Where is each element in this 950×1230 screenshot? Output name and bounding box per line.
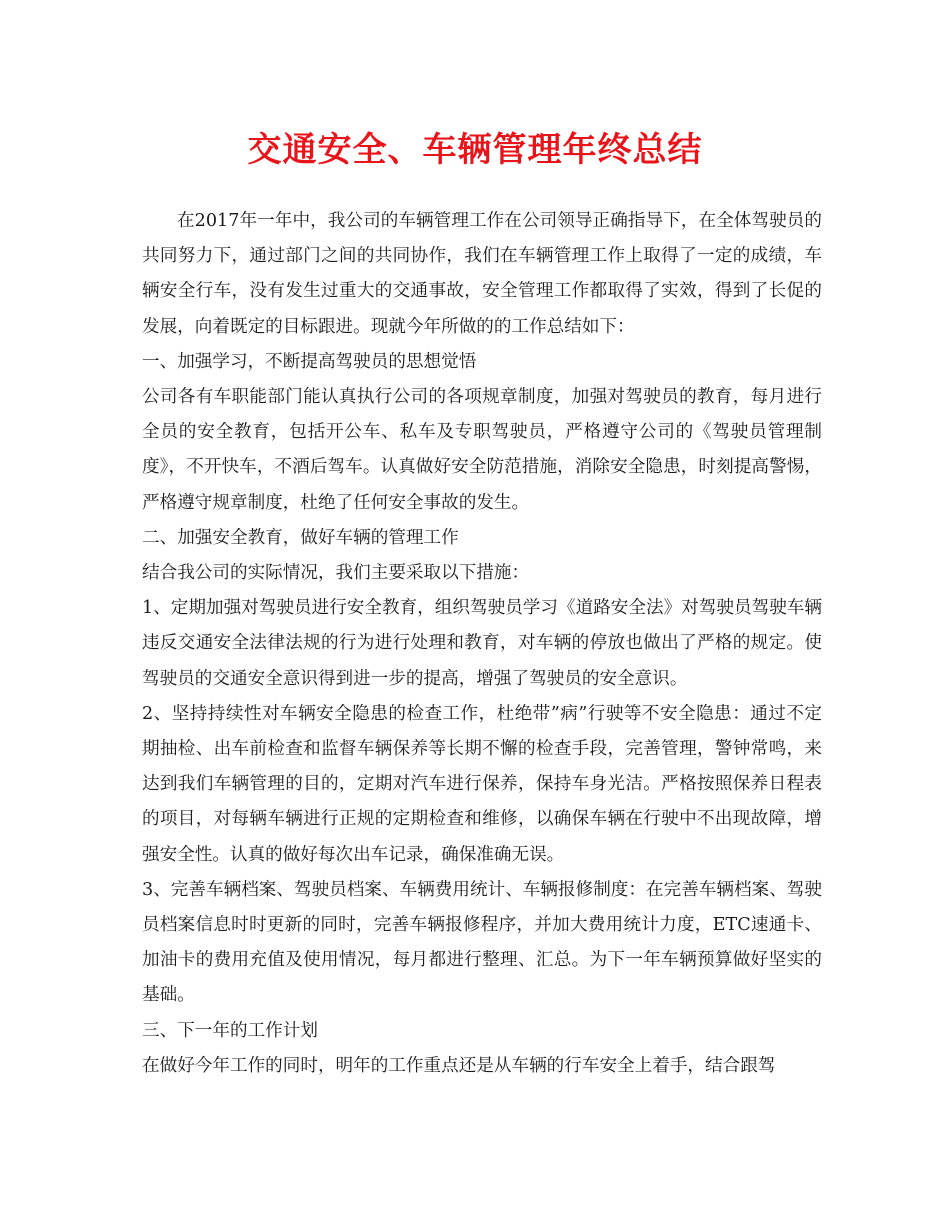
document-title: 交通安全、车辆管理年终总结 [247, 130, 703, 170]
measure-1-paragraph: 1、定期加强对驾驶员进行安全教育，组织驾驶员学习《道路安全法》对驾驶员驾驶车辆违反交通安全法律法规的行为进行处理和教育，对车辆的停放也做出了严格的规定。使驾驶员的交通安全意识得到进一步的提高，增强了驾驶员的安全意识。 [142, 598, 822, 689]
intro-paragraph: 在2017年一年中，我公司的车辆管理工作在公司领导正确指导下，在全体驾驶员的共同努力下，通过部门之间的共同协作，我们在车辆管理工作上取得了一定的成绩，车辆安全行车，没有发生过重大的交通事故，安全管理工作都取得了实效，得到了长促的发展，向着既定的目标跟进。现就今年所做的的工作总结如下： [142, 211, 822, 337]
section-2-intro-paragraph: 结合我公司的实际情况，我们主要采取以下措施： [142, 563, 530, 584]
section-heading-3: 三、下一年的工作计划 [142, 1020, 318, 1041]
section-3-paragraph: 在做好今年工作的同时，明年的工作重点还是从车辆的行车安全上着手，结合跟驾 [142, 1055, 776, 1076]
section-heading-2: 二、加强安全教育，做好车辆的管理工作 [142, 527, 459, 548]
section-heading-1: 一、加强学习，不断提高驾驶员的思想觉悟 [142, 351, 477, 372]
measure-2-paragraph: 2、坚持持续性对车辆安全隐患的检查工作，杜绝带”病”行驶等不安全隐患：通过不定期抽检、出车前检查和监督车辆保养等长期不懈的检查手段，完善管理，警钟常鸣，来达到我们车辆管理的目的，定期对汽车进行保养，保持车身光洁。严格按照保养日程表的项目，对每辆车辆进行正规的定期检查和维修，以确保车辆在行驶中不出现故障，增强安全性。认真的做好每次出车记录，确保准确无误。 [142, 703, 822, 865]
section-1-paragraph: 公司各有车职能部门能认真执行公司的各项规章制度，加强对驾驶员的教育，每月进行全员的安全教育，包括开公车、私车及专职驾驶员，严格遵守公司的《驾驶员管理制度》，不开快车，不酒后驾车。认真做好安全防范措施，消除安全隐患，时刻提高警惕，严格遵守规章制度，杜绝了任何安全事故的发生。 [142, 387, 822, 513]
document-body [142, 204, 822, 1084]
measure-3-paragraph: 3、完善车辆档案、驾驶员档案、车辆费用统计、车辆报修制度：在完善车辆档案、驾驶员档案信息时时更新的同时，完善车辆报修程序，并加大费用统计力度，ETC速通卡、加油卡的费用充值及使用情况，每月都进行整理、汇总。为下一年车辆预算做好坚实的基础。 [142, 879, 822, 1006]
